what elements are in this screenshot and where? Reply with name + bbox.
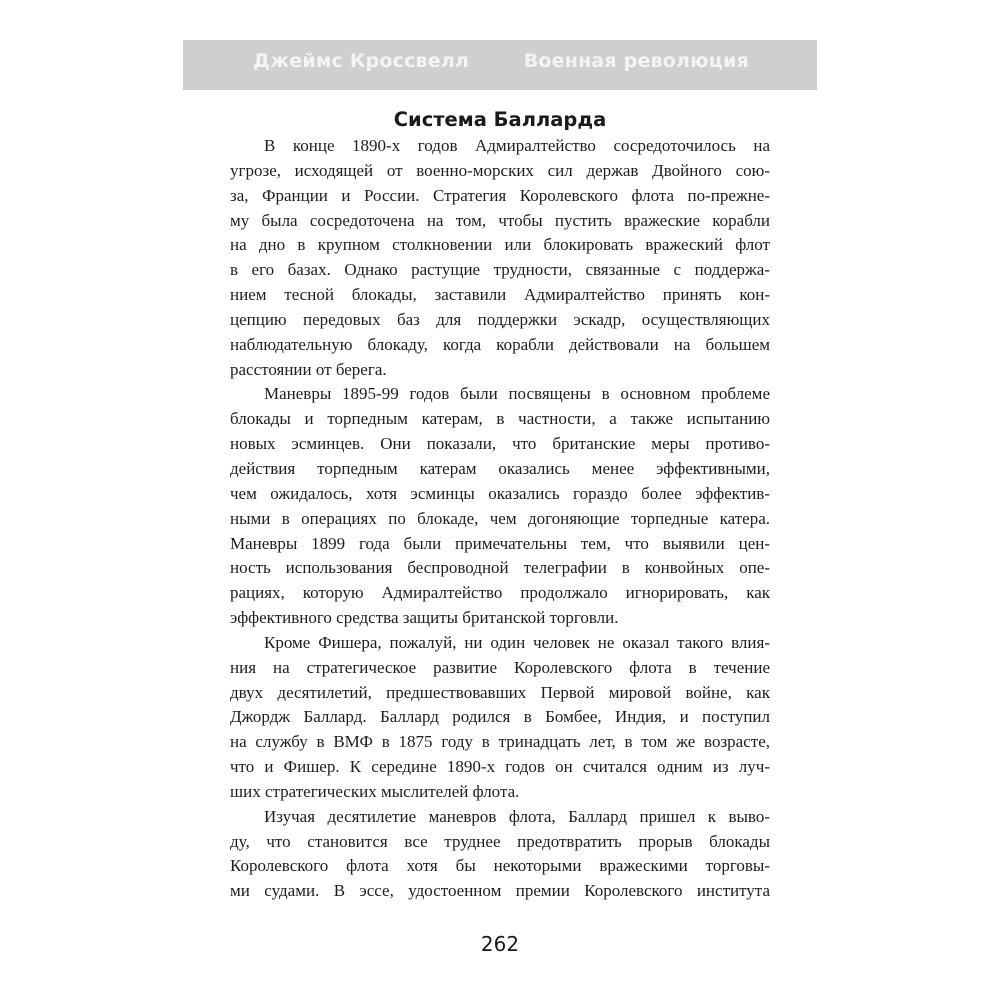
text-line: на дно в крупном столкновении или блокировать вражеский флот <box>230 235 770 255</box>
text-line: рациях, которую Адмиралтейство продолжало игнорировать, как <box>230 583 770 603</box>
text-line: му была сосредоточена на том, чтобы пустить вражеские корабли <box>230 210 770 230</box>
text-line: цепцию передовых баз для поддержки эскадр, осуществляющих <box>230 309 770 329</box>
text-line: нием тесной блокады, заставили Адмиралтейство принять кон- <box>230 285 770 305</box>
body-text <box>230 134 770 904</box>
text-line: чем ожидалось, хотя эсминцы оказались гораздо более эффектив- <box>230 483 770 503</box>
header-book-title: Военная революция <box>523 50 749 72</box>
header-author: Джеймс Кроссвелл <box>253 50 470 72</box>
text-line: на службу в ВМФ в 1875 году в тринадцать лет, в том же возрасте, <box>230 732 770 752</box>
text-line: ными в операциях по блокаде, чем догоняющие торпедные катера. <box>230 508 770 528</box>
text-line: двух десятилетий, предшествовавших Первой мировой войне, как <box>230 682 770 702</box>
text-line: угрозе, исходящей от военно-морских сил держав Двойного сою- <box>230 160 770 180</box>
text-line: Маневры 1899 года были примечательны тем, что выявили цен- <box>230 533 770 553</box>
text-line: Изучая десятилетие маневров флота, Баллард пришел к выво- <box>264 806 770 826</box>
text-line: действия торпедным катерам оказались менее эффективными, <box>230 458 770 478</box>
text-line: В конце 1890-х годов Адмиралтейство сосредоточилось на <box>264 136 770 155</box>
text-line: блокады и торпедным катерам, в частности, а также испытанию <box>230 409 770 429</box>
text-line: ми судами. В эссе, удостоенном премии Королевского института <box>230 881 770 901</box>
text-line: Кроме Фишера, пожалуй, ни один человек не оказал такого влия- <box>264 632 770 652</box>
text-line: расстоянии от берега. <box>230 359 387 379</box>
text-line: ность использования беспроводной телеграфии в конвойных опе- <box>230 558 770 578</box>
text-line: новых эсминцев. Они показали, что британские меры противо- <box>230 434 770 454</box>
section-title: Система Балларда <box>393 108 607 131</box>
text-line: Маневры 1895-99 годов были посвящены в основном проблеме <box>264 384 770 404</box>
text-line: в его базах. Однако растущие трудности, связанные с поддержа- <box>230 260 770 280</box>
text-line: ду, что становится все труднее предотвратить прорыв блокады <box>230 831 770 851</box>
text-line: что и Фишер. К середине 1890-х годов он считался одним из луч- <box>230 757 770 777</box>
text-line: наблюдательную блокаду, когда корабли действовали на большем <box>230 334 770 354</box>
text-line: за, Франции и России. Стратегия Королевского флота по-прежне- <box>230 185 770 205</box>
page-number: 262 <box>480 932 520 956</box>
text-line: Джордж Баллард. Баллард родился в Бомбее, Индия, и поступил <box>230 707 770 727</box>
text-line: Королевского флота хотя бы некоторыми вражескими торговы- <box>230 856 770 876</box>
running-header <box>183 40 817 90</box>
text-line: ших стратегических мыслителей флота. <box>230 781 520 801</box>
text-line: ния на стратегическое развитие Королевского флота в течение <box>230 657 770 677</box>
text-line: эффективного средства защиты британской торговли. <box>230 608 619 628</box>
